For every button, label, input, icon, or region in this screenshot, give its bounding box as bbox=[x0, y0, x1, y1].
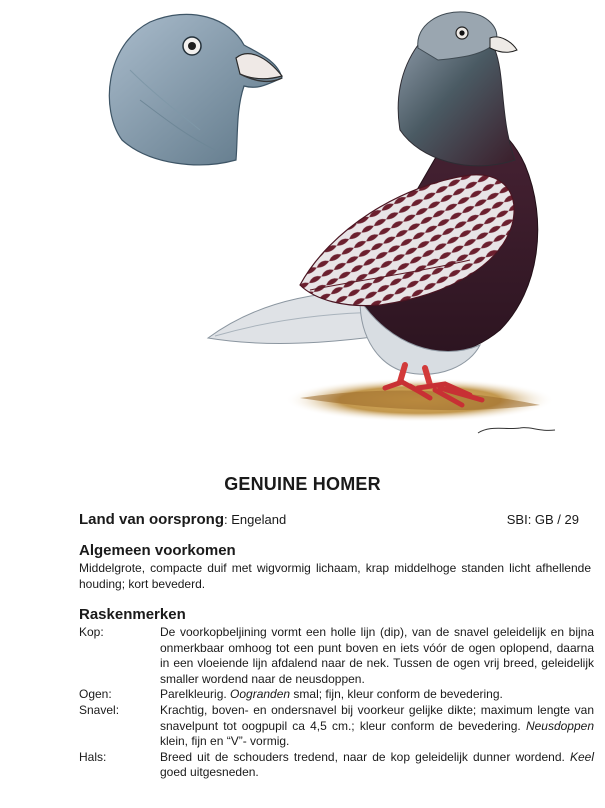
trait-term: Oogranden bbox=[230, 687, 291, 702]
traits-list bbox=[79, 625, 594, 781]
trait-row bbox=[79, 703, 594, 750]
trait-term: Keel bbox=[569, 749, 594, 764]
trait-key: Ogen: bbox=[79, 687, 112, 702]
head-study bbox=[109, 14, 282, 164]
trait-text: Breed uit de schouders tredend, naar de kop geleidelijk dunner wordend. bbox=[160, 749, 570, 764]
trait-row bbox=[79, 687, 594, 703]
general-heading: Algemeen voorkomen bbox=[79, 542, 236, 559]
trait-text: goed uitgesneden. bbox=[160, 765, 259, 780]
trait-value bbox=[160, 625, 594, 687]
origin-row bbox=[79, 511, 591, 528]
general-text: Middelgrote, compacte duif met wigvormig lichaam, krap middelhoge standen licht afhellende houding; kort bevederd. bbox=[79, 561, 591, 591]
trait-text: Krachtig, boven- en ondersnavel bij voorkeur gelijke dikte; maximum lengte van snavelpunt tot oogpupil ca 4,5 cm.; kleur conform de bevedering. bbox=[160, 702, 594, 733]
trait-value bbox=[160, 687, 594, 703]
trait-text: De voorkopbeljining vormt een holle lijn (dip), van de snavel geleidelijk en bijna onmerkbaar omhoog tot een punt boven en iets vóór de ogen oplopend, daarna in een vloeiende lijn afdalend naar de nek. Tussen de ogen vrij breed, geleidelijk smaller wordend naar de neusdoppen. bbox=[160, 625, 594, 686]
trait-value bbox=[160, 750, 594, 781]
trait-row bbox=[79, 625, 594, 687]
trait-term: Neusdoppen bbox=[525, 718, 594, 733]
trait-text: Parelkleurig. bbox=[160, 687, 231, 702]
breed-title: GENUINE HOMER bbox=[224, 474, 381, 494]
trait-text: smal; fijn, kleur conform de bevedering. bbox=[290, 687, 503, 702]
sbi-code: SBI: GB / 29 bbox=[506, 512, 579, 527]
origin-value: Engeland bbox=[231, 512, 287, 527]
origin-label: Land van oorsprong bbox=[79, 511, 225, 528]
trait-text: klein, fijn en “V”- vormig. bbox=[160, 734, 290, 749]
trait-key: Snavel: bbox=[79, 702, 120, 717]
trait-key: Kop: bbox=[79, 625, 104, 639]
traits-heading: Raskenmerken bbox=[79, 606, 186, 623]
origin-colon: : bbox=[224, 512, 232, 527]
trait-value bbox=[160, 703, 594, 750]
trait-key: Hals: bbox=[79, 749, 107, 764]
trait-row bbox=[79, 750, 594, 781]
